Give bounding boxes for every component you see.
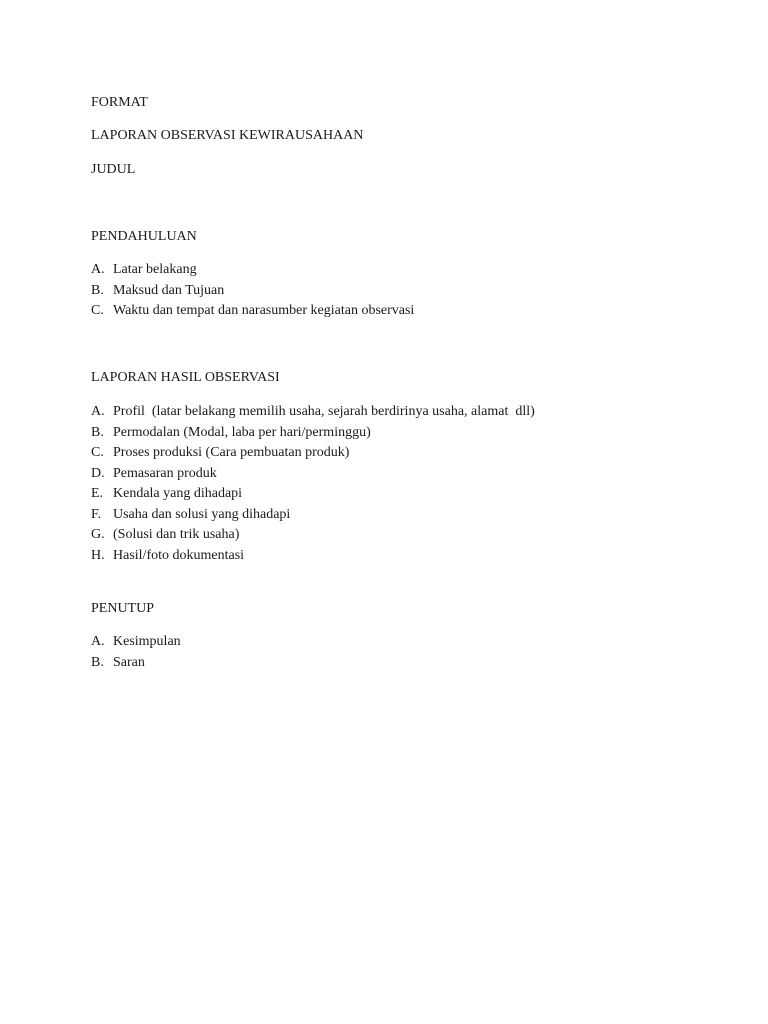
list-item-text: Pemasaran produk xyxy=(113,465,217,481)
list-item-text: Saran xyxy=(113,654,145,670)
list-marker: A. xyxy=(91,634,105,649)
list-item xyxy=(91,444,535,465)
list-item-text: Proses produksi (Cara pembuatan produk) xyxy=(113,445,350,460)
list-marker: B. xyxy=(91,424,104,440)
hasil-observasi-list xyxy=(91,403,535,567)
document-page xyxy=(91,0,731,1024)
list-item xyxy=(91,282,414,303)
list-marker: B. xyxy=(91,282,104,298)
list-item xyxy=(91,485,535,506)
list-item xyxy=(91,302,414,323)
list-item-text: Hasil/foto dokumentasi xyxy=(113,547,245,563)
list-marker: G. xyxy=(91,527,105,542)
list-marker: H. xyxy=(91,547,105,563)
list-item-text: (Solusi dan trik usaha) xyxy=(113,527,240,542)
list-item xyxy=(91,465,535,486)
pendahuluan-list xyxy=(91,261,414,323)
list-item xyxy=(91,506,535,527)
list-item xyxy=(91,526,535,547)
list-marker: C. xyxy=(91,445,104,460)
list-item xyxy=(91,403,535,424)
list-item-text: Usaha dan solusi yang dihadapi xyxy=(113,506,291,522)
list-item xyxy=(91,633,181,654)
list-item xyxy=(91,547,535,568)
list-item xyxy=(91,654,181,675)
list-marker: F. xyxy=(91,506,102,522)
list-item-text: Latar belakang xyxy=(113,262,197,277)
list-marker: A. xyxy=(91,404,105,419)
list-item-text: Permodalan (Modal, laba per hari/perminggu) xyxy=(113,424,371,440)
list-marker: A. xyxy=(91,262,105,277)
list-item xyxy=(91,424,535,445)
list-marker: D. xyxy=(91,465,105,481)
penutup-list xyxy=(91,633,181,674)
format-label: FORMAT xyxy=(91,95,148,110)
list-item-text: Kesimpulan xyxy=(113,634,181,649)
section-heading-pendahuluan: PENDAHULUAN xyxy=(91,229,197,244)
list-item-text: Waktu dan tempat dan narasumber kegiatan observasi xyxy=(113,303,415,318)
list-marker: E. xyxy=(91,486,104,501)
section-heading-penutup: PENUTUP xyxy=(91,601,155,616)
list-marker: C. xyxy=(91,303,104,318)
judul-label: JUDUL xyxy=(91,162,136,177)
list-item-text: Kendala yang dihadapi xyxy=(113,486,243,501)
list-marker: B. xyxy=(91,654,104,670)
list-item-text: Profil (latar belakang memilih usaha, sejarah berdirinya usaha, alamat dll) xyxy=(113,404,535,419)
document-title: LAPORAN OBSERVASI KEWIRAUSAHAAN xyxy=(91,128,364,143)
list-item xyxy=(91,261,414,282)
section-heading-hasil-observasi: LAPORAN HASIL OBSERVASI xyxy=(91,370,280,385)
list-item-text: Maksud dan Tujuan xyxy=(113,282,225,298)
